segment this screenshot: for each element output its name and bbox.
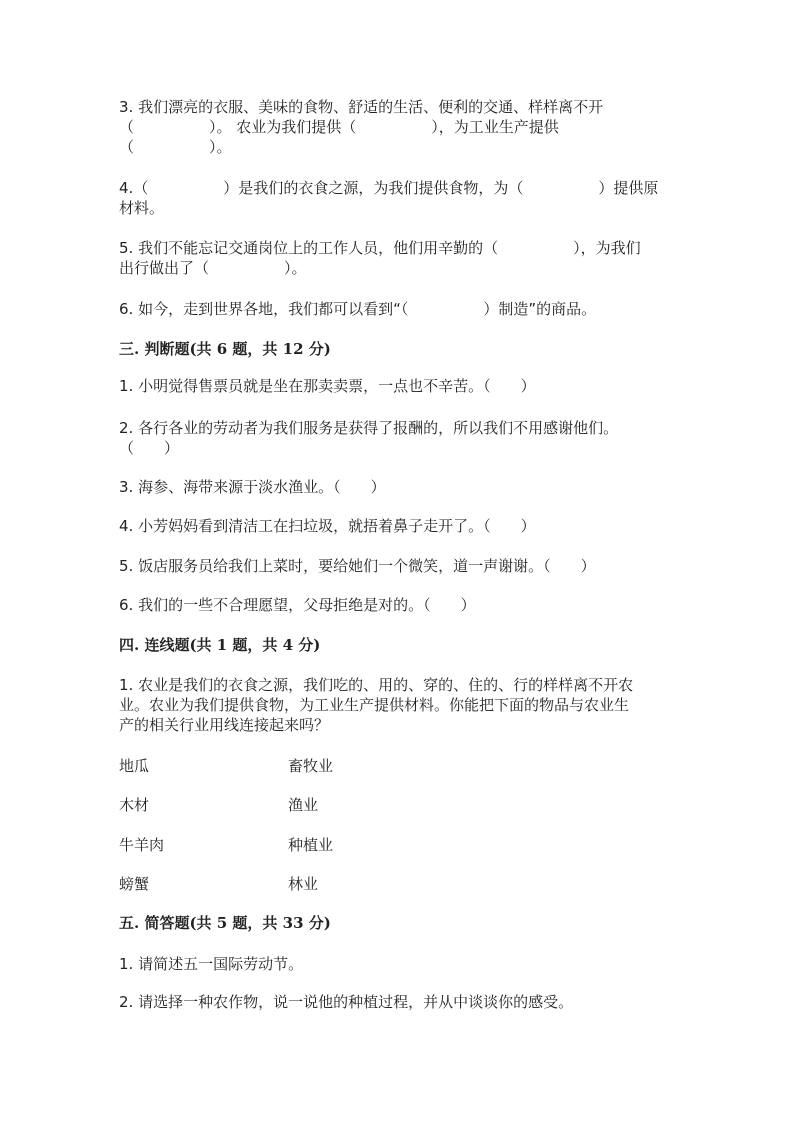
true-false-question-3 — [119, 477, 679, 497]
section-heading-true-false: 三. 判断题(共 6 题，共 12 分) — [119, 340, 331, 358]
question-text: 2. 各行各业的劳动者为我们服务是获得了报酬的，所以我们不用感谢他们。 — [119, 419, 619, 437]
question-text: 业。农业为我们提供食物，为工业生产提供材料。你能把下面的物品与农业生 — [119, 696, 630, 714]
matching-row — [119, 795, 679, 815]
matching-industry: 林业 — [288, 875, 319, 893]
matching-industry: 种植业 — [288, 836, 334, 854]
fill-blank-question-3 — [119, 97, 679, 157]
fill-blank-question-6 — [119, 299, 679, 319]
true-false-question-6 — [119, 595, 679, 615]
question-text: （ ）。 农业为我们提供（ ），为工业生产提供 — [119, 118, 559, 136]
matching-question-1 — [119, 675, 679, 735]
question-text: （ ） — [119, 439, 180, 457]
question-text: 5. 我们不能忘记交通岗位上的工作人员，他们用辛勤的（ ），为我们 — [119, 239, 641, 257]
question-text: 6. 我们的一些不合理愿望，父母拒绝是对的。（ ） — [119, 596, 476, 614]
true-false-question-5 — [119, 556, 679, 576]
section-heading-matching: 四. 连线题(共 1 题，共 4 分) — [119, 636, 321, 654]
question-text: 4. 小芳妈妈看到清洁工在扫垃圾，就捂着鼻子走开了。（ ） — [119, 517, 536, 535]
matching-item: 牛羊肉 — [119, 836, 165, 854]
question-text: （ ）。 — [119, 138, 232, 156]
fill-blank-question-4 — [119, 178, 679, 218]
short-answer-question-2 — [119, 992, 679, 1012]
question-text: 3. 海参、海带来源于淡水渔业。（ ） — [119, 478, 386, 496]
question-text: 2. 请选择一种农作物，说一说他的种植过程，并从中谈谈你的感受。 — [119, 993, 574, 1011]
matching-item: 木材 — [119, 796, 150, 814]
question-text: 3. 我们漂亮的衣服、美味的食物、舒适的生活、便利的交通、样样离不开 — [119, 98, 604, 116]
matching-row — [119, 756, 679, 776]
question-text: 1. 请简述五一国际劳动节。 — [119, 955, 304, 973]
question-text: 4.（ ）是我们的衣食之源，为我们提供食物，为（ ）提供原 — [119, 179, 659, 197]
matching-industry: 畜牧业 — [288, 757, 334, 775]
section-heading-short-answer: 五. 简答题(共 5 题，共 33 分) — [119, 914, 331, 932]
question-text: 1. 农业是我们的衣食之源，我们吃的、用的、穿的、住的、行的样样离不开农 — [119, 676, 634, 694]
matching-industry: 渔业 — [288, 796, 319, 814]
true-false-question-2 — [119, 418, 679, 458]
true-false-question-1 — [119, 376, 679, 396]
matching-item: 螃蟹 — [119, 875, 150, 893]
question-text: 材料。 — [119, 199, 165, 217]
short-answer-question-1 — [119, 954, 679, 974]
matching-item: 地瓜 — [119, 757, 150, 775]
question-text: 5. 饭店服务员给我们上菜时，要给她们一个微笑，道一声谢谢。（ ） — [119, 557, 596, 575]
fill-blank-question-5 — [119, 238, 679, 278]
true-false-question-4 — [119, 516, 679, 536]
matching-row — [119, 874, 679, 894]
question-text: 出行做出了（ ）。 — [119, 259, 307, 277]
matching-row — [119, 835, 679, 855]
question-text: 产的相关行业用线连接起来吗？ — [119, 716, 330, 734]
question-text: 1. 小明觉得售票员就是坐在那卖卖票，一点也不辛苦。（ ） — [119, 377, 536, 395]
question-text: 6. 如今，走到世界各地，我们都可以看到“（ ）制造”的商品。 — [119, 300, 597, 318]
